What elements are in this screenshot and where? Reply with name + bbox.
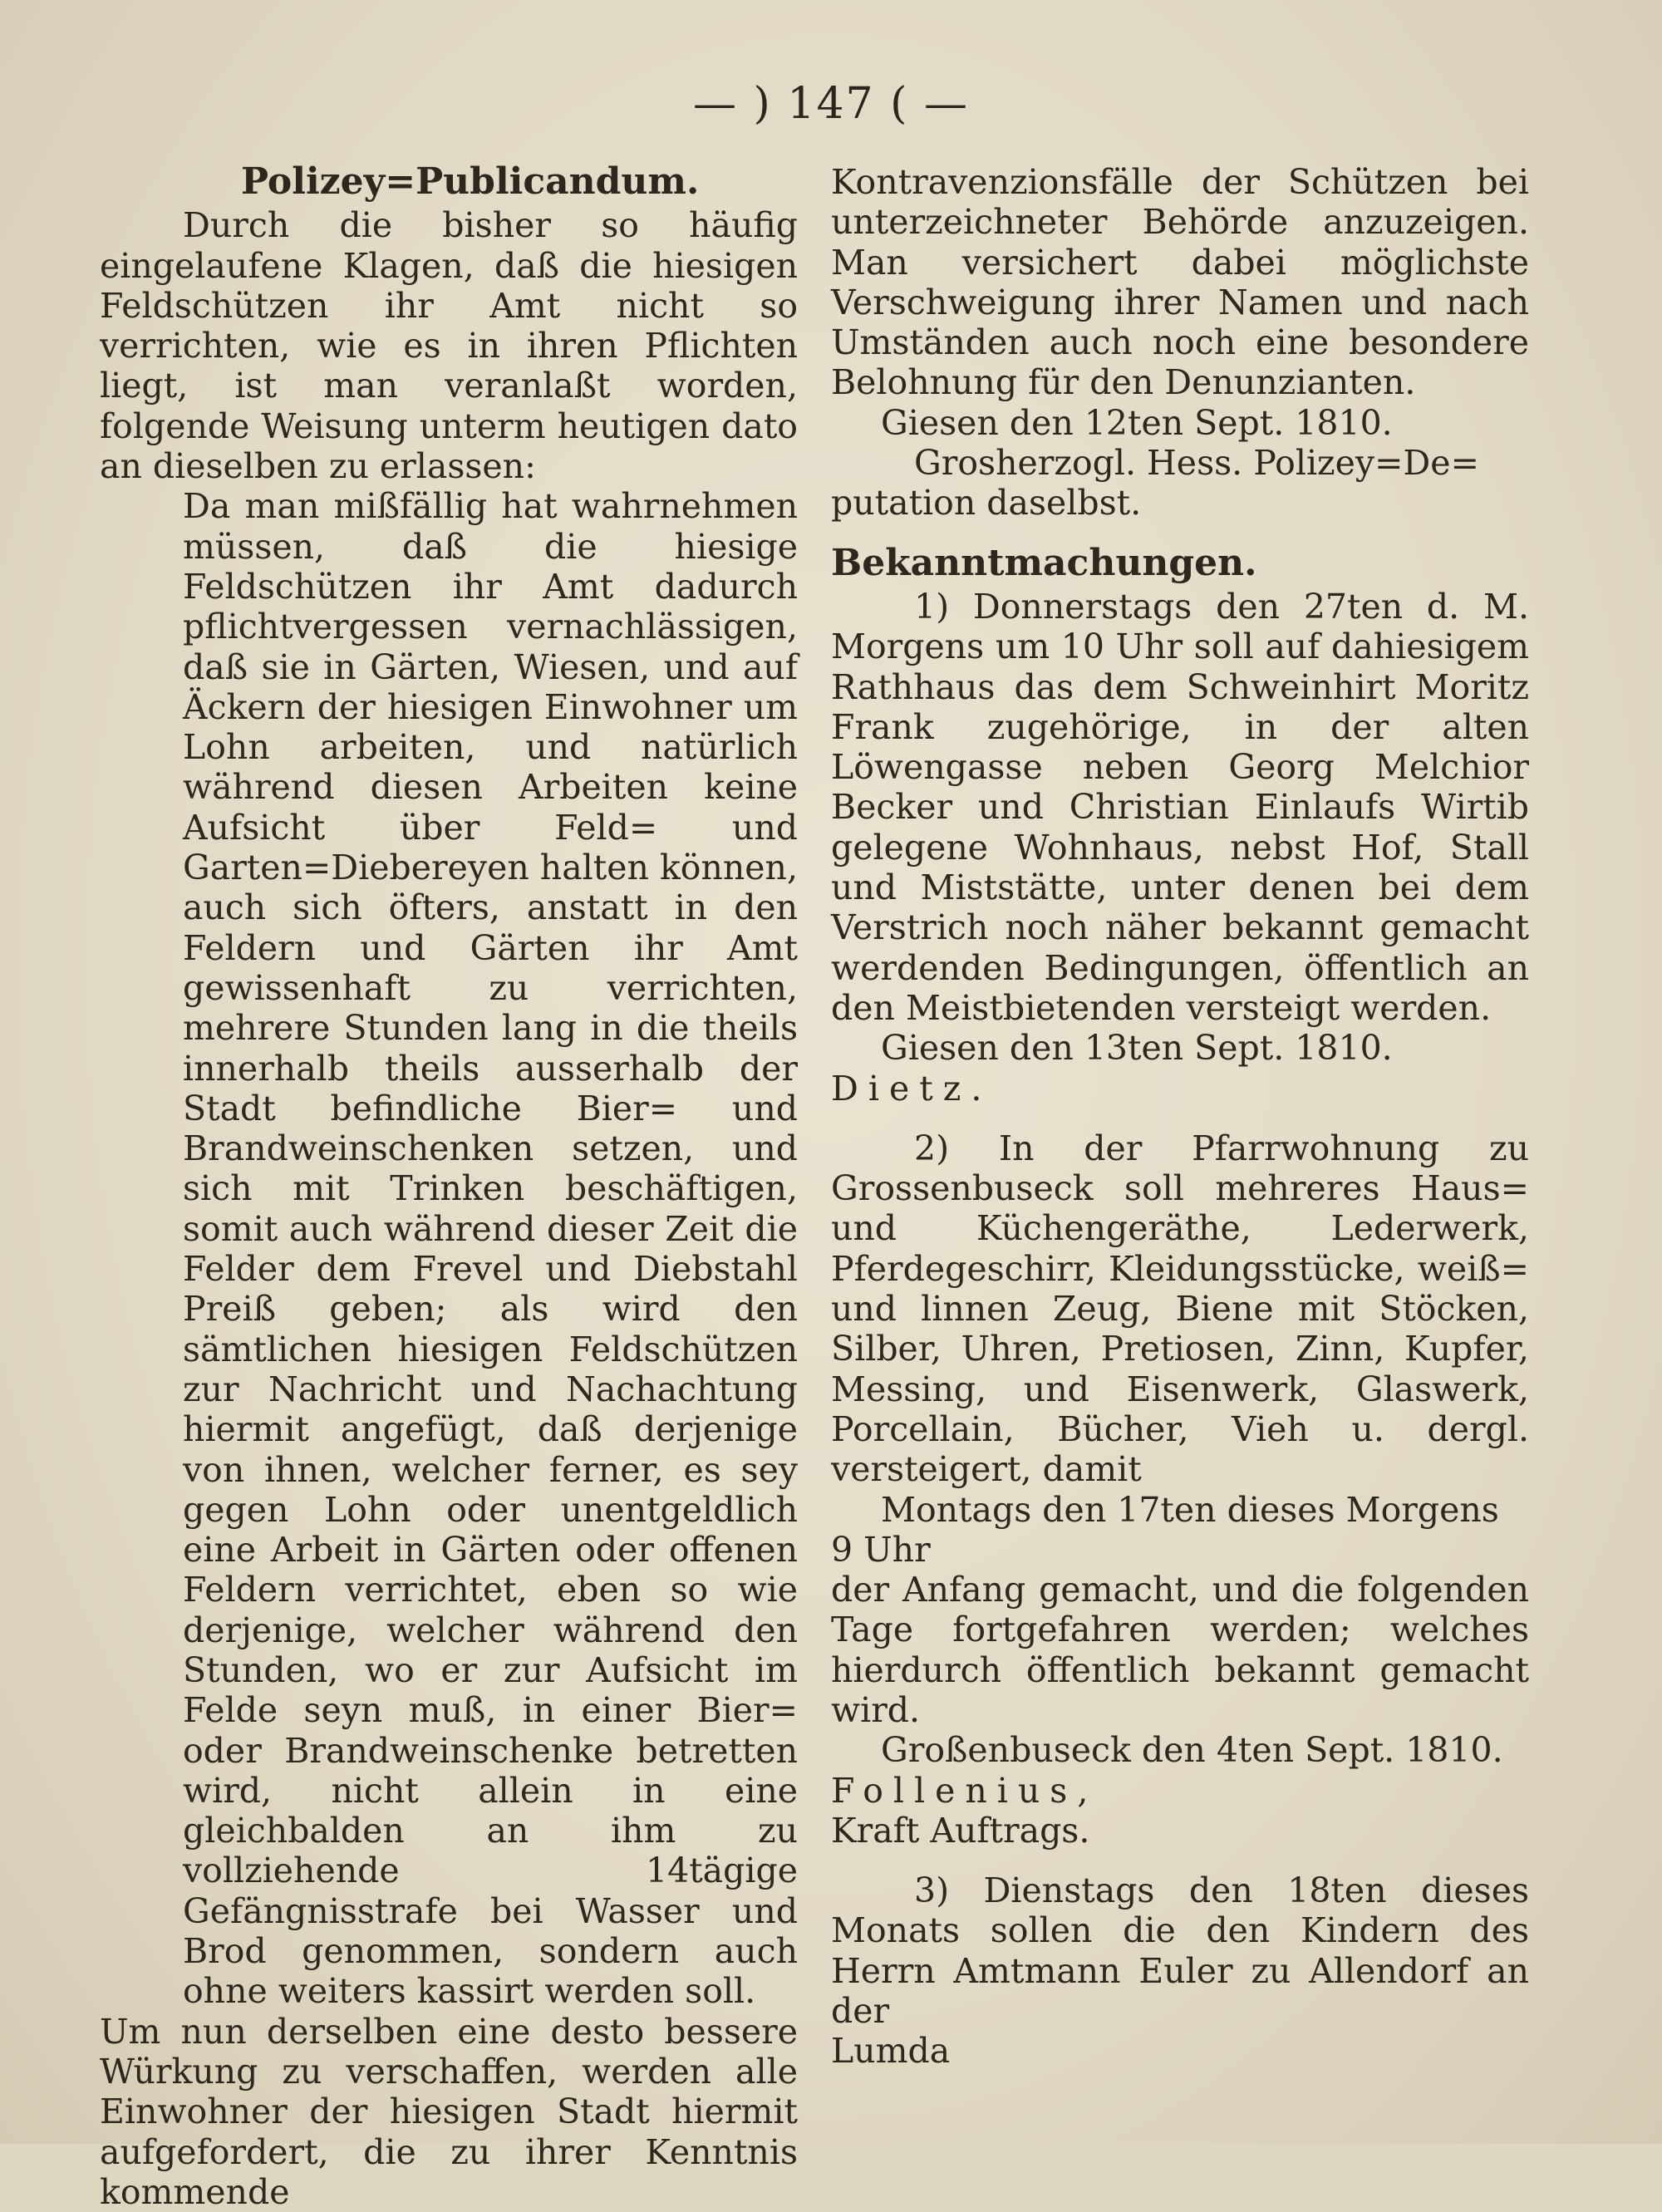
police-notice-continuation: Kontravenzionsfälle der Schützen bei unterzeichneter Behörde anzuzeigen. Man versichert dabei möglichste Verschweigung ihrer Namen und nach Umständen auch noch eine besondere Belohnung für den Denunzianten. [831, 162, 1529, 403]
police-authority-line-2: putation daselbst. [831, 483, 1142, 524]
announcement-1-signature: Dietz. [831, 1068, 992, 1108]
police-notice-intro: Durch die bisher so häufig eingelaufene Klagen, daß die hiesigen Feldschützen ihr Amt nicht so verrichten, wie es in ihren Pflichten liegt, ist man veranlaßt worden, folgende Weisung unterm heutigen dato an dieselben zu erlassen: [100, 205, 798, 487]
announcement-2-time-2: 9 Uhr [831, 1529, 931, 1570]
announcement-2-signature-2: Kraft Auftrags. [831, 1810, 1090, 1851]
announcements-title: Bekanntmachungen. [831, 541, 1257, 584]
right-column [831, 162, 1529, 2072]
police-notice-title: Polizey=Publicandum. [241, 160, 700, 203]
announcement-2-signature-1: Follenius, [831, 1770, 1099, 1811]
announcement-2: 2) In der Pfarrwohnung zu Grossenbuseck soll mehreres Haus= und Küchengeräthe, Lederwerk, Pferdegeschirr, Kleidungsstücke, weiß= und linnen Zeug, Biene mit Stöcken, Silber, Uhren, Pretiosen, Zinn, Kupfer, Messing, und Eisenwerk, Glaswerk, Porcellain, Bücher, Vieh u. dergl. versteigert, damit [831, 1128, 1529, 1490]
announcement-2-date: Großenbuseck den 4ten Sept. 1810. [881, 1730, 1503, 1771]
announcement-3: 3) Dienstags den 18ten dieses Monats sollen die den Kindern des Herrn Amtmann Euler zu Allendorf an der [831, 1870, 1529, 2032]
announcement-1: 1) Donnerstags den 27ten d. M. Morgens um 10 Uhr soll auf dahiesigem Rathhaus das dem Schweinhirt Moritz Frank zugehörige, in der alten Löwengasse neben Georg Melchior Becker und Christian Einlaufs Wirtib gelegene Wohnhaus, nebst Hof, Stall und Miststätte, unter denen bei dem Verstrich noch näher bekannt gemacht werdenden Bedingungen, öffentlich an den Meistbietenden versteigt werden. [831, 586, 1529, 1028]
police-authority-line-1: Grosherzogl. Hess. Polizey=De= [914, 443, 1479, 484]
announcement-2-time-1: Montags den 17ten dieses Morgens [881, 1489, 1499, 1530]
police-notice-closing: Um nun derselben eine desto bessere Würkung zu verschaffen, werden alle Einwohner der hiesigen Stadt hiermit aufgefordert, die zu ihrer Kenntnis kommende [100, 2011, 798, 2212]
left-column [100, 162, 798, 2212]
page-number: — ) 147 ( — [693, 79, 969, 129]
announcement-2-end: der Anfang gemacht, und die folgenden Tage fortgefahren werden; welches hierdurch öffentlich bekannt gemacht wird. [831, 1570, 1529, 1730]
announcement-1-date: Giesen den 13ten Sept. 1810. [881, 1028, 1393, 1069]
police-instruction: Da man mißfällig hat wahrnehmen müssen, daß die hiesige Feldschützen ihr Amt dadurch pflichtvergessen vernachlässigen, daß sie in Gärten, Wiesen, und auf Äckern der hiesigen Einwohner um Lohn arbeiten, und natürlich während diesen Arbeiten keine Aufsicht über Feld= und Garten=Diebereyen halten können, auch sich öfters, anstatt in den Feldern und Gärten ihr Amt gewissenhaft zu verrichten, mehrere Stunden lang in die theils innerhalb theils ausserhalb der Stadt befindliche Bier= und Brandweinschenken setzen, und sich mit Trinken beschäftigen, somit auch während dieser Zeit die Felder dem Frevel und Diebstahl Preiß geben; als wird den sämtlichen hiesigen Feldschützen zur Nachricht und Nachachtung hiermit angefügt, daß derjenige von ihnen, welcher ferner, es sey gegen Lohn oder unentgeldlich eine Arbeit in Gärten oder offenen Feldern verrichtet, eben so wie derjenige, welcher während den Stunden, wo er zur Aufsicht im Felde seyn muß, in einer Bier= oder Brandweinschenke betretten wird, nicht allein in eine gleichbalden an ihm zu vollziehende 14tägige Gefängnisstrafe bei Wasser und Brod genommen, sondern auch ohne weiters kassirt werden soll. [183, 486, 798, 2012]
catchword: Lumda [831, 2031, 951, 2072]
police-notice-date: Giesen den 12ten Sept. 1810. [881, 402, 1393, 443]
